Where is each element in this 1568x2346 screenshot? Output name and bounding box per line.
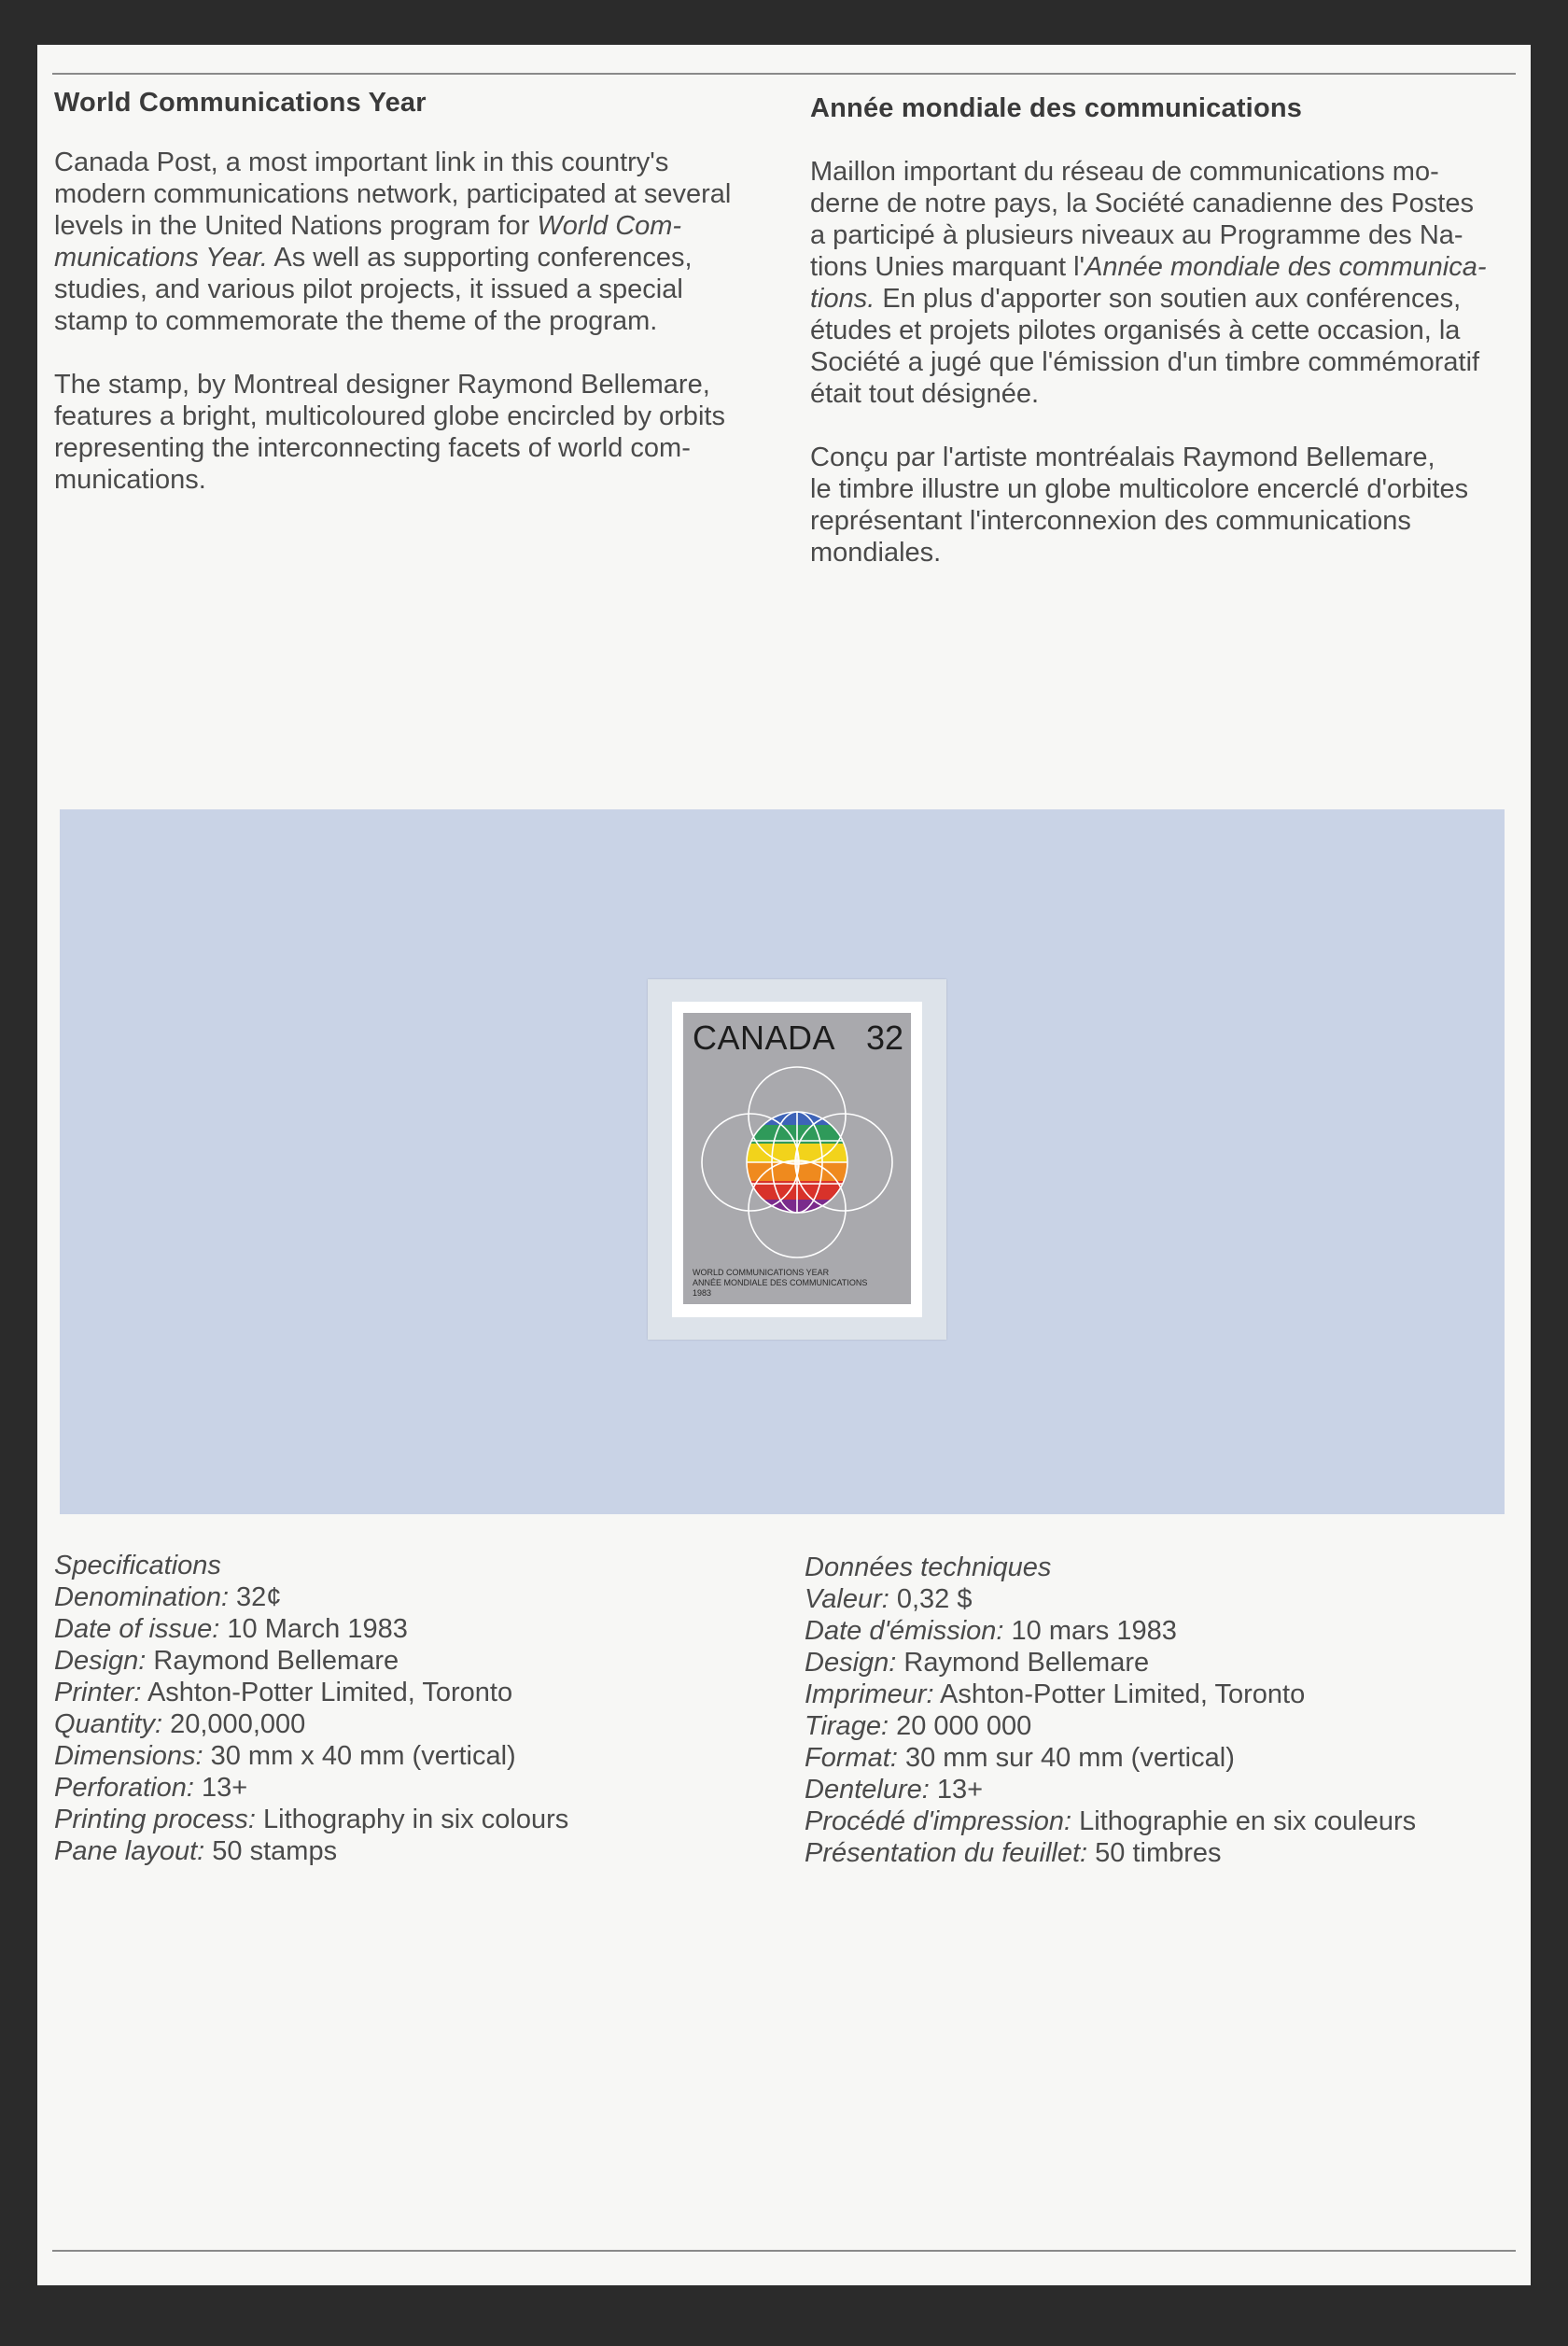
spec-label: Dimensions: xyxy=(54,1741,203,1771)
spec-row xyxy=(54,1645,791,1677)
spec-label: Date of issue: xyxy=(54,1614,220,1644)
text-line: representing the interconnecting facets of world com- xyxy=(54,433,691,463)
stamp-caption-line: ANNÉE MONDIALE DES COMMUNICATIONS xyxy=(693,1278,868,1287)
italic-segment: tions. xyxy=(810,284,875,314)
stamp-panel xyxy=(60,809,1505,1514)
stamp-design xyxy=(683,1013,911,1304)
spec-value: 30 mm x 40 mm (vertical) xyxy=(203,1741,516,1771)
text-line xyxy=(54,210,801,242)
spec-row xyxy=(805,1552,1523,1583)
spec-value: 13+ xyxy=(193,1773,248,1803)
spec-value: Ashton-Potter Limited, Toronto xyxy=(933,1679,1306,1709)
english-paragraph-1 xyxy=(54,147,801,337)
stamp xyxy=(672,1002,922,1317)
stamp-caption xyxy=(693,1268,867,1299)
spec-label: Présentation du feuillet: xyxy=(805,1838,1088,1868)
text-line: représentant l'interconnexion des communications xyxy=(810,506,1411,536)
spec-row xyxy=(805,1774,1523,1805)
spec-label: Specifications xyxy=(54,1551,221,1580)
top-rule xyxy=(52,73,1516,75)
spec-label: Dentelure: xyxy=(805,1775,930,1805)
spec-row xyxy=(54,1772,791,1804)
text-line xyxy=(54,242,801,274)
spec-value: 20 000 000 xyxy=(889,1711,1032,1741)
spec-label: Format: xyxy=(805,1743,898,1773)
spec-row xyxy=(54,1613,791,1645)
french-paragraph-2 xyxy=(810,442,1519,569)
french-column xyxy=(810,93,1519,569)
english-paragraph-2 xyxy=(54,369,801,496)
text-line: modern communications network, participated at several xyxy=(54,179,732,209)
italic-segment: munications Year. xyxy=(54,243,268,273)
spec-row xyxy=(805,1742,1523,1774)
spec-row xyxy=(54,1708,791,1740)
text-line: Maillon important du réseau de communications mo- xyxy=(810,157,1439,187)
spec-label: Valeur: xyxy=(805,1584,889,1614)
stamp-country: CANADA xyxy=(693,1018,836,1057)
text-line xyxy=(810,251,1519,283)
text-segment: levels in the United Nations program for xyxy=(54,211,538,241)
spec-label: Pane layout: xyxy=(54,1836,205,1866)
spec-value: Raymond Bellemare xyxy=(146,1646,399,1676)
french-title: Année mondiale des communications xyxy=(810,93,1303,123)
spec-value: Ashton-Potter Limited, Toronto xyxy=(141,1678,513,1707)
text-segment: En plus d'apporter son soutien aux conférences, xyxy=(875,284,1462,314)
english-column xyxy=(54,88,801,496)
text-line: Société a jugé que l'émission d'un timbre commémoratif xyxy=(810,347,1480,377)
spec-row xyxy=(805,1805,1523,1837)
spec-label: Design: xyxy=(805,1648,897,1678)
text-segment: As well as supporting conferences, xyxy=(267,243,693,273)
french-specifications xyxy=(805,1552,1523,1869)
english-specifications xyxy=(54,1550,791,1867)
spec-label: Denomination: xyxy=(54,1582,229,1612)
spec-value: Raymond Bellemare xyxy=(896,1648,1150,1678)
spec-label: Données techniques xyxy=(805,1552,1052,1582)
spec-value: 10 March 1983 xyxy=(219,1614,408,1644)
spec-value: 50 timbres xyxy=(1087,1838,1222,1868)
stamp-caption-line: WORLD COMMUNICATIONS YEAR xyxy=(693,1268,830,1277)
text-line xyxy=(810,283,1519,315)
spec-value: 20,000,000 xyxy=(162,1709,306,1739)
spec-label: Printing process: xyxy=(54,1805,256,1834)
spec-label: Printer: xyxy=(54,1678,142,1707)
text-line: Canada Post, a most important link in this country's xyxy=(54,148,669,177)
spec-value: 0,32 $ xyxy=(889,1584,973,1614)
spec-value: 50 stamps xyxy=(204,1836,338,1866)
spec-row xyxy=(54,1835,791,1867)
text-line: a participé à plusieurs niveaux au Programme des Na- xyxy=(810,220,1463,250)
spec-row xyxy=(805,1583,1523,1615)
spec-value: Lithography in six colours xyxy=(256,1805,569,1834)
spec-row xyxy=(805,1710,1523,1742)
spec-value: 32¢ xyxy=(229,1582,282,1612)
spec-label: Quantity: xyxy=(54,1709,163,1739)
spec-row xyxy=(805,1615,1523,1647)
text-line: studies, and various pilot projects, it issued a special xyxy=(54,274,683,304)
spec-value: Lithographie en six couleurs xyxy=(1071,1806,1417,1836)
spec-label: Procédé d'impression: xyxy=(805,1806,1072,1836)
italic-segment: World Com- xyxy=(537,211,682,241)
text-line: stamp to commemorate the theme of the program. xyxy=(54,306,658,336)
spec-row xyxy=(54,1677,791,1708)
english-title: World Communications Year xyxy=(54,88,427,118)
spec-label: Design: xyxy=(54,1646,147,1676)
stamp-value: 32 xyxy=(865,1018,903,1057)
spec-row xyxy=(54,1550,791,1581)
text-line: mondiales. xyxy=(810,538,942,568)
text-line: derne de notre pays, la Société canadienne des Postes xyxy=(810,189,1474,218)
text-line: Conçu par l'artiste montréalais Raymond Bellemare, xyxy=(810,443,1435,472)
text-line: features a bright, multicoloured globe encircled by orbits xyxy=(54,401,725,431)
text-line: munications. xyxy=(54,465,206,495)
french-paragraph-1 xyxy=(810,156,1519,410)
spec-value: 10 mars 1983 xyxy=(1003,1616,1177,1646)
album-page xyxy=(37,45,1531,2285)
stamp-caption-line: 1983 xyxy=(693,1288,712,1298)
spec-row xyxy=(54,1581,791,1613)
text-line: était tout désignée. xyxy=(810,379,1040,409)
globe-orbits-graphic xyxy=(683,1013,911,1304)
text-line: le timbre illustre un globe multicolore encerclé d'orbites xyxy=(810,474,1469,504)
spec-row xyxy=(54,1804,791,1835)
spec-label: Perforation: xyxy=(54,1773,194,1803)
italic-segment: Année mondiale des communica- xyxy=(1085,252,1487,282)
text-segment: tions Unies marquant l' xyxy=(810,252,1085,282)
text-line: The stamp, by Montreal designer Raymond Bellemare, xyxy=(54,370,710,400)
spec-label: Tirage: xyxy=(805,1711,889,1741)
text-line: études et projets pilotes organisés à cette occasion, la xyxy=(810,316,1461,345)
spec-label: Imprimeur: xyxy=(805,1679,934,1709)
spec-value: 30 mm sur 40 mm (vertical) xyxy=(897,1743,1235,1773)
stamp-mount xyxy=(648,979,946,1340)
spec-row xyxy=(805,1837,1523,1869)
bottom-rule xyxy=(52,2250,1516,2252)
spec-value: 13+ xyxy=(929,1775,984,1805)
orbit-lines xyxy=(702,1067,892,1257)
spec-row xyxy=(54,1740,791,1772)
spec-row xyxy=(805,1647,1523,1679)
spec-row xyxy=(805,1679,1523,1710)
spec-label: Date d'émission: xyxy=(805,1616,1004,1646)
